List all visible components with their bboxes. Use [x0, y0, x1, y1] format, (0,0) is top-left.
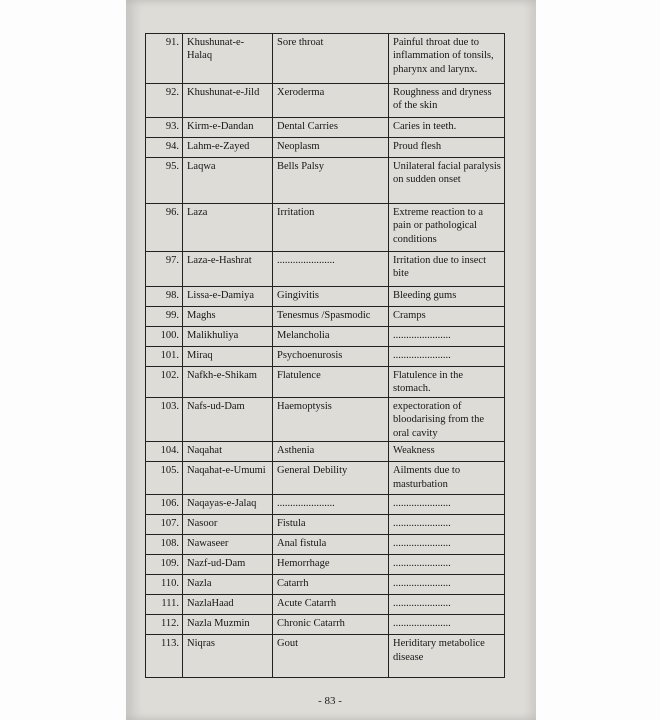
row-number-cell: 94. — [146, 138, 183, 158]
table-row — [146, 442, 505, 462]
table-row — [146, 635, 505, 678]
unani-term-cell: Naqahat-e-Umumi — [183, 462, 273, 495]
table-row — [146, 138, 505, 158]
description-cell: Bleeding gums — [389, 287, 505, 307]
table-row — [146, 462, 505, 495]
row-number-cell: 113. — [146, 635, 183, 678]
english-term-cell: ...................... — [273, 495, 389, 515]
row-number-cell: 99. — [146, 307, 183, 327]
row-number-cell: 105. — [146, 462, 183, 495]
row-number-cell: 91. — [146, 34, 183, 84]
english-term-cell: Chronic Catarrh — [273, 615, 389, 635]
row-number-cell: 107. — [146, 515, 183, 535]
table-row — [146, 595, 505, 615]
row-number-cell: 92. — [146, 84, 183, 118]
english-term-cell: ...................... — [273, 252, 389, 287]
english-term-cell: Flatulence — [273, 367, 389, 398]
row-number-cell: 103. — [146, 397, 183, 441]
english-term-cell: Dental Carries — [273, 118, 389, 138]
description-cell: ...................... — [389, 327, 505, 347]
unani-term-cell: Nazf-ud-Dam — [183, 555, 273, 575]
unani-term-cell: Laza — [183, 204, 273, 252]
row-number-cell: 104. — [146, 442, 183, 462]
english-term-cell: Neoplasm — [273, 138, 389, 158]
row-number-cell: 98. — [146, 287, 183, 307]
row-number-cell: 96. — [146, 204, 183, 252]
description-cell: Painful throat due to inflammation of tonsils, pharynx and larynx. — [389, 34, 505, 84]
unani-term-cell: Nafkh-e-Shikam — [183, 367, 273, 398]
unani-term-cell: Nasoor — [183, 515, 273, 535]
unani-term-cell: Khushunat-e-Halaq — [183, 34, 273, 84]
table-row — [146, 84, 505, 118]
unani-term-cell: Naqahat — [183, 442, 273, 462]
table-row — [146, 34, 505, 84]
description-cell: Flatulence in the stomach. — [389, 367, 505, 398]
unani-term-cell: Naqayas-e-Jalaq — [183, 495, 273, 515]
english-term-cell: Gout — [273, 635, 389, 678]
glossary-table — [145, 33, 505, 678]
unani-term-cell: Laqwa — [183, 158, 273, 204]
description-cell: ...................... — [389, 535, 505, 555]
table-row — [146, 555, 505, 575]
unani-term-cell: Nazla — [183, 575, 273, 595]
description-cell: ...................... — [389, 495, 505, 515]
unani-term-cell: Lahm-e-Zayed — [183, 138, 273, 158]
english-term-cell: Psychoenurosis — [273, 347, 389, 367]
description-cell: ...................... — [389, 595, 505, 615]
table-row — [146, 575, 505, 595]
description-cell: Unilateral facial paralysis on sudden onset — [389, 158, 505, 204]
unani-term-cell: Laza-e-Hashrat — [183, 252, 273, 287]
row-number-cell: 102. — [146, 367, 183, 398]
table-row — [146, 287, 505, 307]
description-cell: expectoration of bloodarising from the oral cavity — [389, 397, 505, 441]
table-row — [146, 347, 505, 367]
english-term-cell: Catarrh — [273, 575, 389, 595]
description-cell: ...................... — [389, 347, 505, 367]
right-margin — [536, 0, 660, 720]
table-row — [146, 535, 505, 555]
english-term-cell: Irritation — [273, 204, 389, 252]
row-number-cell: 97. — [146, 252, 183, 287]
description-cell: Extreme reaction to a pain or pathological conditions — [389, 204, 505, 252]
row-number-cell: 108. — [146, 535, 183, 555]
description-cell: ...................... — [389, 615, 505, 635]
unani-term-cell: Nawaseer — [183, 535, 273, 555]
table-row — [146, 327, 505, 347]
row-number-cell: 101. — [146, 347, 183, 367]
table-row — [146, 515, 505, 535]
english-term-cell: Hemorrhage — [273, 555, 389, 575]
description-cell: ...................... — [389, 575, 505, 595]
unani-term-cell: Nazla Muzmin — [183, 615, 273, 635]
table-row — [146, 397, 505, 441]
description-cell: Cramps — [389, 307, 505, 327]
table-row — [146, 158, 505, 204]
description-cell: Irritation due to insect bite — [389, 252, 505, 287]
english-term-cell: Anal fistula — [273, 535, 389, 555]
unani-term-cell: Kirm-e-Dandan — [183, 118, 273, 138]
unani-term-cell: Maghs — [183, 307, 273, 327]
row-number-cell: 100. — [146, 327, 183, 347]
english-term-cell: Fistula — [273, 515, 389, 535]
english-term-cell: Gingivitis — [273, 287, 389, 307]
english-term-cell: Haemoptysis — [273, 397, 389, 441]
english-term-cell: Bells Palsy — [273, 158, 389, 204]
description-cell: Heriditary metabolice disease — [389, 635, 505, 678]
unani-term-cell: Niqras — [183, 635, 273, 678]
page-number: - 83 - — [318, 695, 342, 707]
row-number-cell: 111. — [146, 595, 183, 615]
unani-term-cell: Miraq — [183, 347, 273, 367]
table-row — [146, 615, 505, 635]
unani-term-cell: Khushunat-e-Jild — [183, 84, 273, 118]
table-row — [146, 367, 505, 398]
description-cell: Weakness — [389, 442, 505, 462]
left-margin — [0, 0, 126, 720]
description-cell: Roughness and dryness of the skin — [389, 84, 505, 118]
row-number-cell: 93. — [146, 118, 183, 138]
row-number-cell: 112. — [146, 615, 183, 635]
english-term-cell: Asthenia — [273, 442, 389, 462]
table-row — [146, 307, 505, 327]
unani-term-cell: Malikhuliya — [183, 327, 273, 347]
english-term-cell: Xeroderma — [273, 84, 389, 118]
row-number-cell: 110. — [146, 575, 183, 595]
table-row — [146, 118, 505, 138]
glossary-table-body — [146, 34, 505, 678]
description-cell: Ailments due to masturbation — [389, 462, 505, 495]
unani-term-cell: Nafs-ud-Dam — [183, 397, 273, 441]
english-term-cell: Melancholia — [273, 327, 389, 347]
row-number-cell: 109. — [146, 555, 183, 575]
row-number-cell: 106. — [146, 495, 183, 515]
row-number-cell: 95. — [146, 158, 183, 204]
table-row — [146, 495, 505, 515]
unani-term-cell: Lissa-e-Damiya — [183, 287, 273, 307]
description-cell: Caries in teeth. — [389, 118, 505, 138]
english-term-cell: General Debility — [273, 462, 389, 495]
table-row — [146, 252, 505, 287]
table-row — [146, 204, 505, 252]
english-term-cell: Tenesmus /Spasmodic — [273, 307, 389, 327]
description-cell: ...................... — [389, 555, 505, 575]
english-term-cell: Sore throat — [273, 34, 389, 84]
description-cell: Proud flesh — [389, 138, 505, 158]
english-term-cell: Acute Catarrh — [273, 595, 389, 615]
unani-term-cell: NazlaHaad — [183, 595, 273, 615]
description-cell: ...................... — [389, 515, 505, 535]
